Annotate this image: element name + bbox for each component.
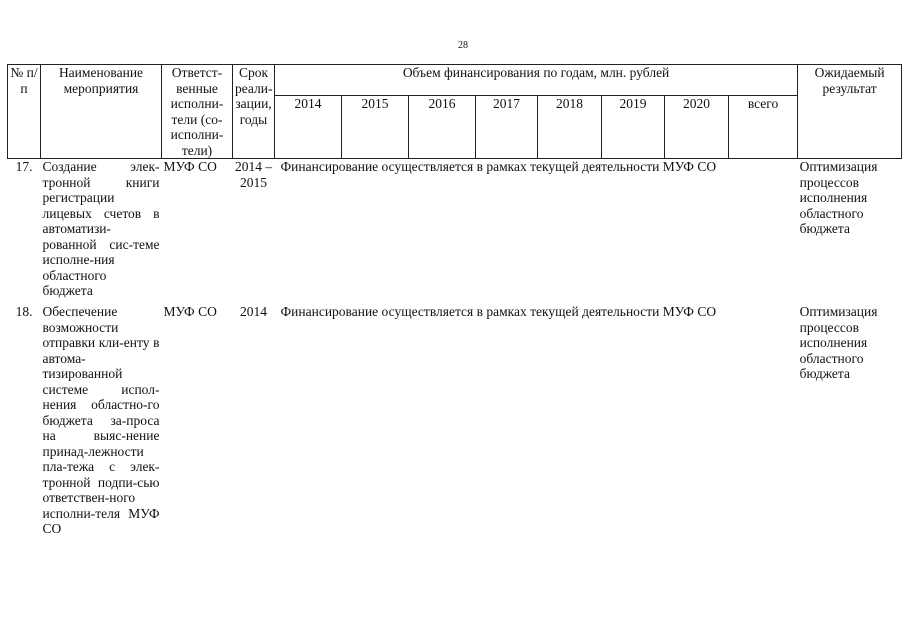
measure-name: Создание элек-тронной книги регистрации лицевых счетов в автоматизи-рованной сис-теме исполне-ния областного бюджета [42,159,160,298]
year-total: всего [729,96,798,159]
header-name: Наименование мероприятия [41,65,162,159]
header-row [8,65,902,96]
year-2015: 2015 [342,96,409,159]
financing-note: Финансирование осуществляется в рамках текущей деятельности МУФ СО [280,304,717,319]
year-2014: 2014 [275,96,342,159]
header-executor: Ответст-венные исполни-тели (со-исполни-тели) [162,65,233,159]
year-2017: 2017 [476,96,538,159]
term: 2014 [240,304,267,319]
measures-table [7,64,902,537]
expected-result: Оптимизация процессов исполнения областного бюджета [799,159,878,236]
header-term: Срок реали-зации, годы [233,65,275,159]
measure-name: Обеспечение возможности отправки кли-енту в автома-тизированной системе испол-нения областно-го бюджета за-проса на выяс-нение принад-лежности пла-тежа с элек-тронной подпи-сью ответствен-ного исполни-теля МУФ СО [42,304,160,536]
year-2019: 2019 [602,96,665,159]
row-number: 17. [15,159,33,174]
expected-result: Оптимизация процессов исполнения областного бюджета [799,304,878,381]
year-2018: 2018 [538,96,602,159]
header-num: № п/п [8,65,41,159]
executor: МУФ СО [163,159,217,174]
executor: МУФ СО [163,304,217,319]
term: 2014 – 2015 [234,159,273,190]
header-financing: Объем финансирования по годам, млн. рублей [275,65,798,96]
header-result: Ожидаемый результат [798,65,902,159]
table-row [8,159,902,305]
year-2020: 2020 [665,96,729,159]
year-2016: 2016 [409,96,476,159]
financing-note: Финансирование осуществляется в рамках текущей деятельности МУФ СО [280,159,717,174]
row-number: 18. [15,304,33,319]
table-row [8,304,902,537]
page-number: 28 [458,40,468,51]
